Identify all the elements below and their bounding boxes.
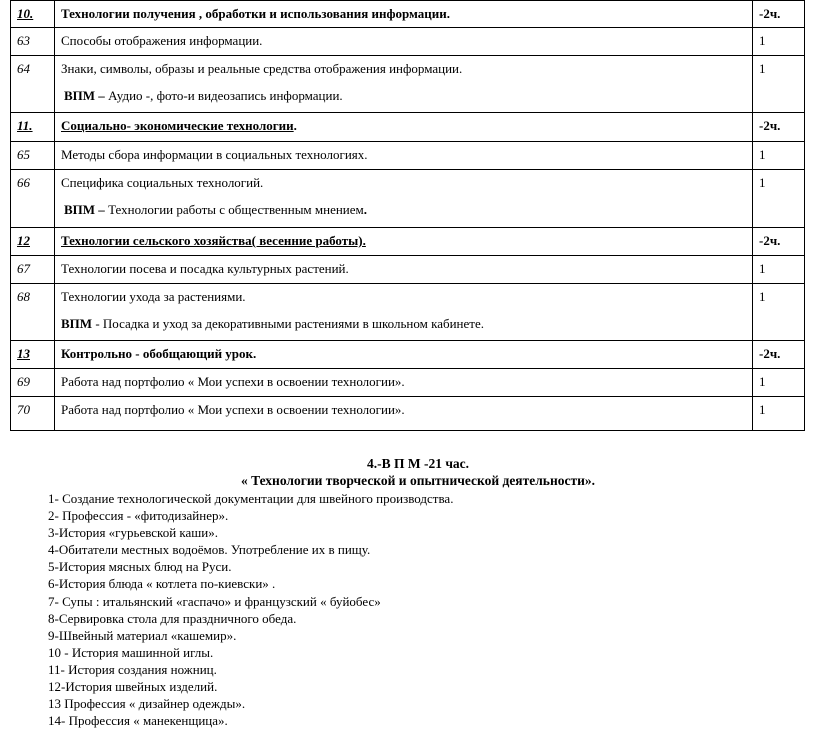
table-row <box>11 397 805 431</box>
vpm-label: ВПМ – <box>64 88 105 103</box>
list-item: 13 Профессия « дизайнер одежды». <box>48 696 246 712</box>
row-topic <box>55 341 753 369</box>
topic-list <box>48 490 453 729</box>
vpm-line <box>61 88 746 104</box>
topic-text: Технологии ухода за растениями. <box>61 289 246 304</box>
row-hours: 1 <box>753 256 805 284</box>
vpm-line <box>61 202 746 218</box>
row-topic: Технологии посева и посадка культурных растений. <box>55 256 753 284</box>
list-item: 11- История создания ножниц. <box>48 661 217 677</box>
row-topic <box>55 284 753 341</box>
row-number: 10. <box>11 1 55 28</box>
row-number: 70 <box>11 397 55 431</box>
row-number: 63 <box>11 28 55 56</box>
list-item: 7- Супы : итальянский «гаспачо» и французский « буйобес» <box>48 593 381 609</box>
list-item: 8-Сервировка стола для праздничного обеда. <box>48 610 297 626</box>
row-topic: Способы отображения информации. <box>55 28 753 56</box>
lesson-plan-table <box>10 0 805 431</box>
row-hours: -2ч. <box>753 228 805 256</box>
topic-text: Контрольно - обобщающий урок. <box>61 346 257 361</box>
row-number: 12 <box>11 228 55 256</box>
row-hours: -2ч. <box>753 1 805 28</box>
row-number: 68 <box>11 284 55 341</box>
row-topic <box>55 56 753 113</box>
row-hours: 1 <box>753 397 805 431</box>
list-item: 1- Создание технологической документации для швейного производства. <box>48 491 454 506</box>
row-hours: 1 <box>753 369 805 397</box>
list-item: 10 - История машинной иглы. <box>48 644 214 660</box>
topic-text: Знаки, символы, образы и реальные средства отображения информации. <box>61 61 463 76</box>
row-topic <box>55 170 753 228</box>
row-number: 11. <box>11 113 55 142</box>
row-hours: 1 <box>753 284 805 341</box>
table-row <box>11 1 805 28</box>
table-row <box>11 369 805 397</box>
row-number: 65 <box>11 142 55 170</box>
topic-text: Специфика социальных технологий. <box>61 175 264 190</box>
row-hours: 1 <box>753 56 805 113</box>
row-topic: Работа над портфолио « Мои успехи в освоении технологии». <box>55 397 753 431</box>
section-heading: 4.-В П М -21 час. <box>366 456 470 471</box>
table-row <box>11 341 805 369</box>
table-row <box>11 228 805 256</box>
vpm-suffix: . <box>363 202 368 217</box>
row-topic: Методы сбора информации в социальных технологиях. <box>55 142 753 170</box>
table-row <box>11 28 805 56</box>
topic-suffix: . <box>293 118 297 133</box>
table-row <box>11 170 805 228</box>
section-subheading: « Технологии творческой и опытнической деятельности». <box>240 473 596 488</box>
table-row <box>11 142 805 170</box>
list-item: 9-Швейный материал «кашемир». <box>48 627 237 643</box>
vpm-text: Аудио -, фото-и видеозапись информации. <box>104 88 343 103</box>
topic-text: Технологии сельского хозяйства( весенние работы). <box>61 233 366 248</box>
list-item: 3-История «гурьевской каши». <box>48 525 219 541</box>
row-number: 64 <box>11 56 55 113</box>
vpm-text: - Посадка и уход за декоративными растениями в школьном кабинете. <box>92 316 484 331</box>
row-number: 66 <box>11 170 55 228</box>
row-number: 13 <box>11 341 55 369</box>
row-topic <box>55 228 753 256</box>
row-hours: -2ч. <box>753 113 805 142</box>
table-row <box>11 56 805 113</box>
list-item: 5-История мясных блюд на Руси. <box>48 559 232 575</box>
row-hours: -2ч. <box>753 341 805 369</box>
row-hours: 1 <box>753 28 805 56</box>
table-row <box>11 113 805 142</box>
list-item: 2- Профессия - «фитодизайнер». <box>48 508 229 524</box>
vpm-label: ВПМ <box>61 316 93 331</box>
topic-text: Социально- экономические технологии <box>61 118 294 133</box>
row-topic <box>55 113 753 142</box>
topic-text: Технологии получения , обработки и использования информации. <box>61 6 451 21</box>
vpm-text: Технологии работы с общественным мнением <box>104 202 364 217</box>
list-item: 4-Обитатели местных водоёмов. Употребление их в пищу. <box>48 542 371 558</box>
row-hours: 1 <box>753 142 805 170</box>
row-topic <box>55 1 753 28</box>
row-number: 69 <box>11 369 55 397</box>
list-item: 12-История швейных изделий. <box>48 679 218 695</box>
row-hours: 1 <box>753 170 805 228</box>
table-row <box>11 284 805 341</box>
row-topic: Работа над портфолио « Мои успехи в освоении технологии». <box>55 369 753 397</box>
row-number: 67 <box>11 256 55 284</box>
list-item: 14- Профессия « манекенщица». <box>48 713 228 729</box>
vpm-line <box>61 316 746 332</box>
vpm-label: ВПМ – <box>64 202 105 217</box>
table-row <box>11 256 805 284</box>
list-item: 6-История блюда « котлета по-киевски» . <box>48 576 276 592</box>
